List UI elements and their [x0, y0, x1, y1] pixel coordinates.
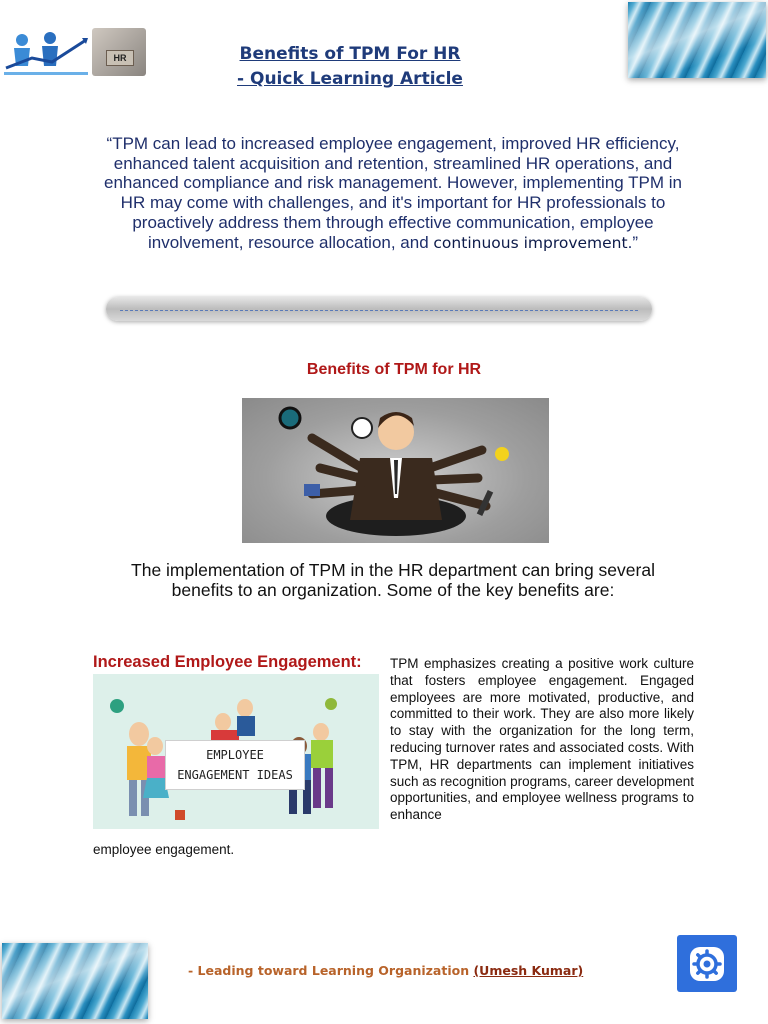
quote-end: .”: [627, 232, 638, 252]
quote-text: “TPM can lead to increased employee engagement, improved HR efficiency, enhanced talent acquisition and retention, streamlined HR operations, and enhanced compliance and risk management. However, implementing TPM in HR may come with challenges, and it's important for HR professionals to proactively address them through effective communication, employee involvement, resource allocation, and: [104, 134, 682, 252]
engagement-body-tail: employee engagement.: [93, 842, 235, 857]
footer-author-link[interactable]: (Umesh Kumar): [473, 963, 584, 978]
engagement-sign-line-2: ENGAGEMENT IDEAS: [177, 768, 293, 782]
engagement-heading: Increased Employee Engagement:: [93, 653, 362, 671]
footer-tagline: [188, 963, 583, 978]
footer-prefix: - Leading toward Learning Organization: [188, 963, 474, 978]
gear-icon: [690, 947, 724, 981]
multitasking-person-illustration: [242, 398, 549, 543]
employee-engagement-illustration: [93, 674, 379, 829]
title-line-2: - Quick Learning Article: [237, 69, 463, 89]
title-line-1: Benefits of TPM For HR: [239, 44, 461, 64]
header-logo-figures: [2, 28, 90, 78]
decorative-brush-bottom: [2, 943, 148, 1019]
intro-paragraph: The implementation of TPM in the HR department can bring several benefits to an organization. Some of the key benefits are:: [131, 560, 655, 600]
page-title: [200, 42, 500, 92]
engagement-sign-line-1: EMPLOYEE: [206, 748, 264, 762]
engagement-sign: [165, 740, 305, 790]
quote-tail: continuous improvement: [433, 233, 628, 252]
hr-logo-text: HR: [106, 50, 134, 66]
quote-block: [90, 134, 696, 253]
hr-logo: [92, 28, 146, 76]
app-badge[interactable]: [677, 935, 737, 992]
decorative-brush-top: [628, 2, 766, 78]
section-heading: Benefits of TPM for HR: [306, 361, 482, 378]
section-divider: [106, 297, 652, 321]
engagement-body: TPM emphasizes creating a positive work culture that fosters employee engagement. Engaged employees are more motivated, productive, and committed to their work. They are also more likely to stay with the organization for the long term, reducing turnover rates and associated costs. With TPM, HR departments can implement initiatives such as recognition programs, career development opportunities, and employee wellness programs to enhance: [390, 656, 694, 823]
